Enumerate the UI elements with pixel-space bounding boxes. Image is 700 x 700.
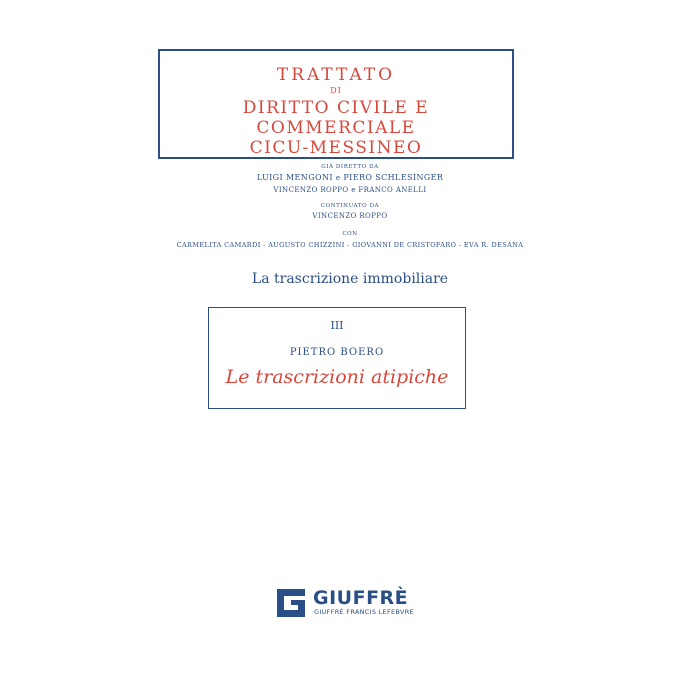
publisher-subtitle: GIUFFRÈ FRANCIS LEFEBVRE <box>314 608 414 616</box>
series-title-line4: CICU-MESSINEO <box>249 138 423 158</box>
director-name: LUIGI MENGONI <box>256 173 333 182</box>
director-name: VINCENZO ROPPO <box>273 186 349 194</box>
conjunction: e <box>351 186 356 194</box>
directed-by-label: GIÀ DIRETTO DA <box>321 164 379 170</box>
giuffre-logo-icon <box>275 587 307 619</box>
work-title: La trascrizione immobiliare <box>251 271 449 287</box>
conjunction: e <box>335 174 341 182</box>
director-name: FRANCO ANELLI <box>358 186 427 194</box>
former-directors-2 <box>100 185 600 196</box>
contributors: CARMELITA CAMARDI - AUGUSTO CHIZZINI - GIOVANNI DE CRISTOFARO - EVA R. DESANA <box>176 241 524 249</box>
former-directors <box>100 172 600 184</box>
series-title-line2: DI <box>330 86 342 95</box>
publisher-name: GIUFFRÈ <box>313 587 409 609</box>
series-title-box <box>158 49 514 159</box>
with-label: CON <box>342 231 358 237</box>
volume-author: PIETRO BOERO <box>289 347 385 358</box>
publisher-logo <box>275 587 435 619</box>
continuer: VINCENZO ROPPO <box>312 212 388 220</box>
volume-title: Le trascrizioni atipiche <box>225 366 449 388</box>
series-title-line3: DIRITTO CIVILE E COMMERCIALE <box>242 98 430 138</box>
volume-box <box>208 307 466 409</box>
volume-number: III <box>330 319 344 332</box>
series-title-line1: TRATTATO <box>276 65 396 85</box>
director-name: PIERO SCHLESINGER <box>343 173 444 182</box>
continued-by-label: CONTINUATO DA <box>320 203 380 209</box>
